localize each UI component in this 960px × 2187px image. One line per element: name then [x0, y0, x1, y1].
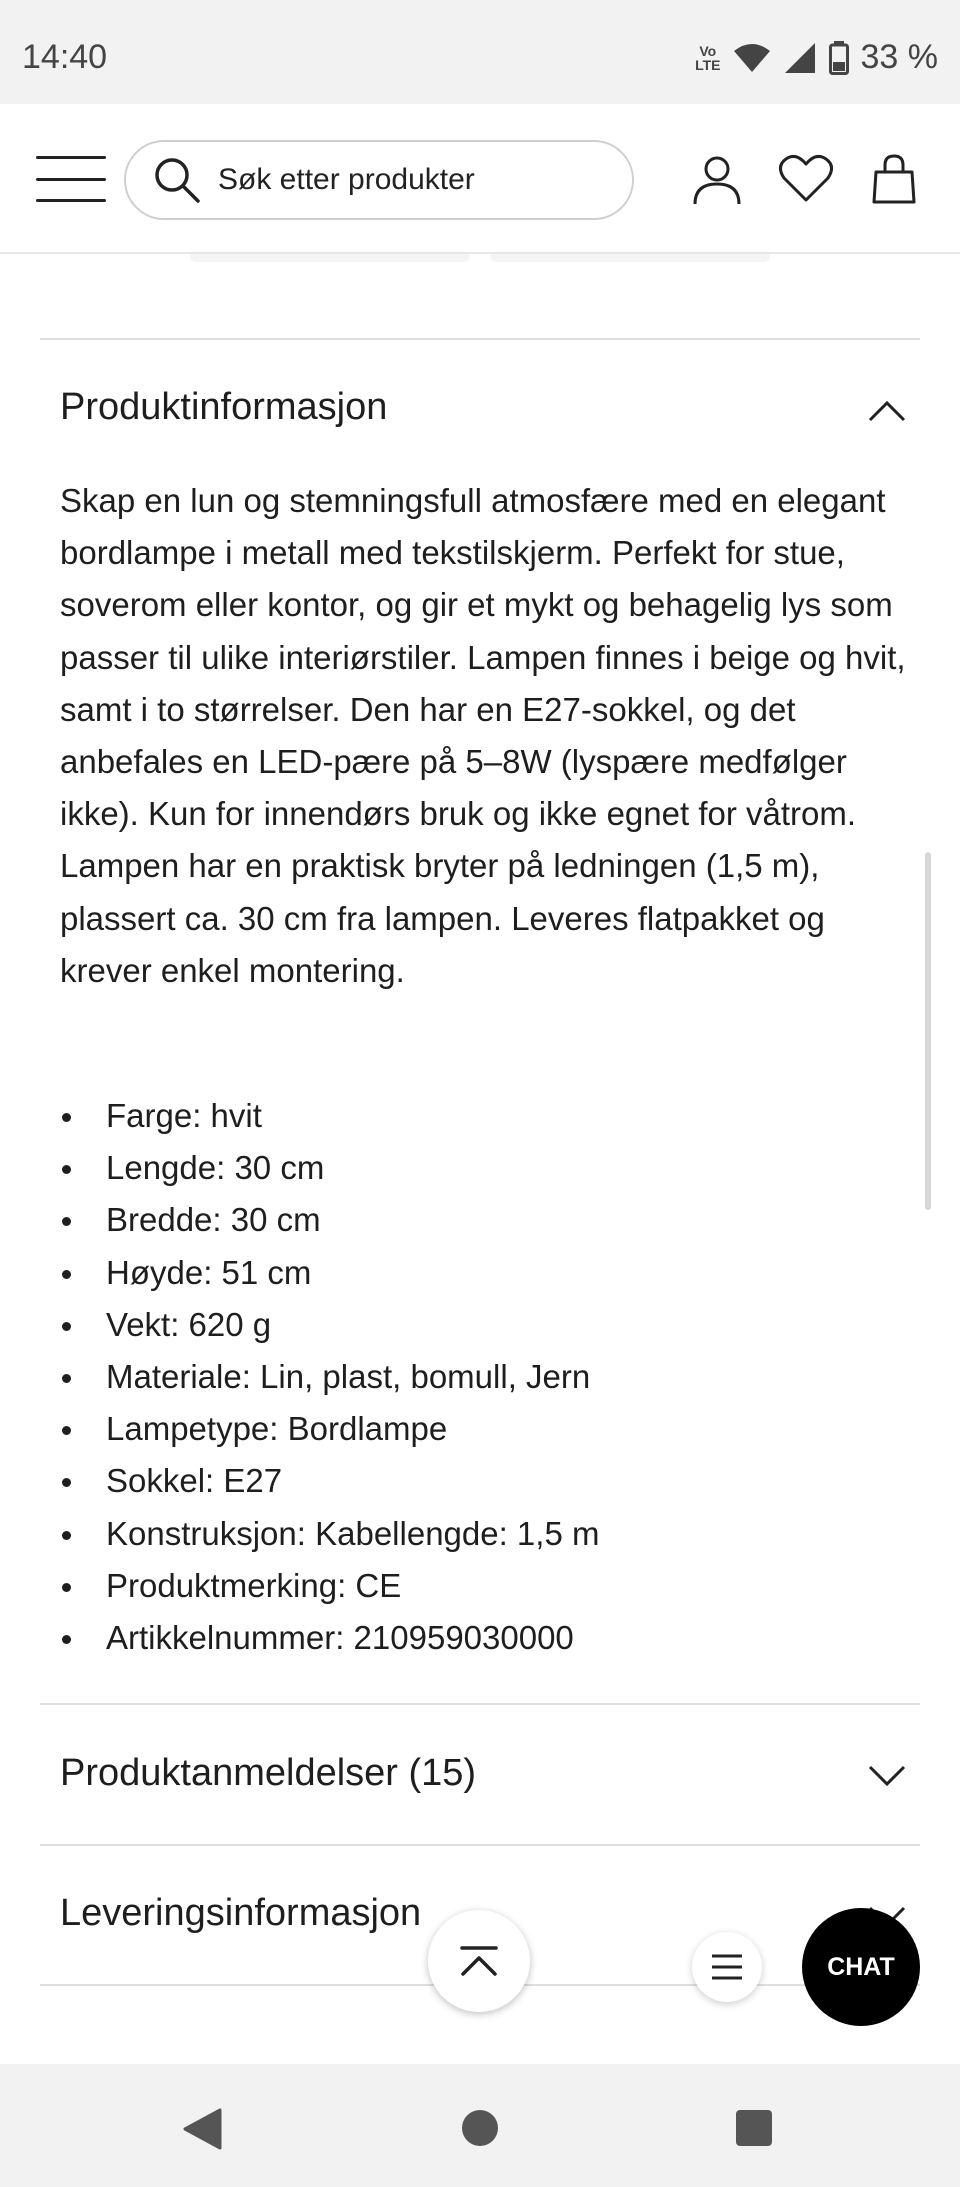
back-icon[interactable]	[182, 2108, 222, 2150]
section-delivery-title[interactable]: Leveringsinformasjon	[60, 1892, 422, 1934]
system-nav-bar	[0, 2064, 960, 2187]
site-header	[0, 104, 960, 254]
divider	[40, 1703, 920, 1705]
spec-item: Vekt: 620 g	[60, 1299, 599, 1351]
battery-icon	[829, 41, 849, 75]
bag-icon[interactable]	[870, 152, 918, 206]
home-icon[interactable]	[461, 2109, 499, 2147]
chat-button[interactable]: CHAT	[802, 1908, 920, 2026]
status-time: 14:40	[22, 38, 108, 76]
divider	[40, 1844, 920, 1846]
spec-item: Materiale: Lin, plast, bomull, Jern	[60, 1351, 599, 1403]
scrollbar[interactable]	[925, 852, 931, 1210]
battery-percent: 33 %	[860, 38, 938, 76]
section-reviews-title[interactable]: Produktanmeldelser (15)	[60, 1752, 477, 1794]
spec-item: Sokkel: E27	[60, 1455, 599, 1507]
recents-icon[interactable]	[735, 2109, 773, 2147]
status-bar	[0, 0, 960, 104]
spec-item: Konstruksjon: Kabellengde: 1,5 m	[60, 1508, 599, 1560]
list-icon	[711, 1954, 743, 1980]
search-input[interactable]: Søk etter produkter	[218, 163, 475, 196]
floating-menu-button[interactable]	[692, 1932, 762, 2002]
search-icon	[152, 155, 202, 205]
scroll-to-top-button[interactable]	[428, 1910, 530, 2012]
chevron-up-icon[interactable]	[866, 390, 908, 432]
spec-item: Lengde: 30 cm	[60, 1142, 599, 1194]
spec-item: Artikkelnummer: 210959030000	[60, 1612, 599, 1664]
chevron-down-icon[interactable]	[866, 1754, 908, 1796]
arrow-up-to-top-icon	[459, 1944, 499, 1978]
partial-tab	[190, 254, 470, 262]
spec-item: Farge: hvit	[60, 1090, 599, 1142]
volte-icon: Vo LTE	[695, 42, 721, 73]
hamburger-icon	[36, 156, 106, 159]
signal-icon	[783, 42, 817, 74]
wifi-icon	[733, 43, 771, 73]
partial-tab	[490, 254, 770, 262]
spec-item: Bredde: 30 cm	[60, 1194, 599, 1246]
product-description: Skap en lun og stemningsfull atmosfære med en elegant bordlampe i metall med tekstilskjerm. Perfekt for stue, soverom eller kontor, og gir et mykt og behagelig lys som passer til ulike interiørstiler. Lampen finnes i beige og hvit, samt i to størrelser. Den har en E27-sokkel, og det anbefales en LED-pære på 5–8W (lyspære medfølger ikke). Kun for innendørs bruk og ikke egnet for våtrom. Lampen har en praktisk bryter på ledningen (1,5 m), plassert ca. 30 cm fra lampen. Leveres flatpakket og krever enkel montering.	[60, 482, 906, 989]
spec-item: Høyde: 51 cm	[60, 1247, 599, 1299]
hamburger-menu-button[interactable]	[36, 156, 106, 202]
product-specs	[60, 1090, 599, 1664]
divider	[40, 338, 920, 340]
section-product-info-title[interactable]: Produktinformasjon	[60, 386, 388, 428]
status-icons	[695, 38, 938, 77]
spec-item: Produktmerking: CE	[60, 1560, 599, 1612]
heart-icon[interactable]	[778, 152, 834, 206]
user-icon[interactable]	[690, 152, 744, 206]
search-bar[interactable]	[124, 140, 634, 220]
spec-item: Lampetype: Bordlampe	[60, 1403, 599, 1455]
